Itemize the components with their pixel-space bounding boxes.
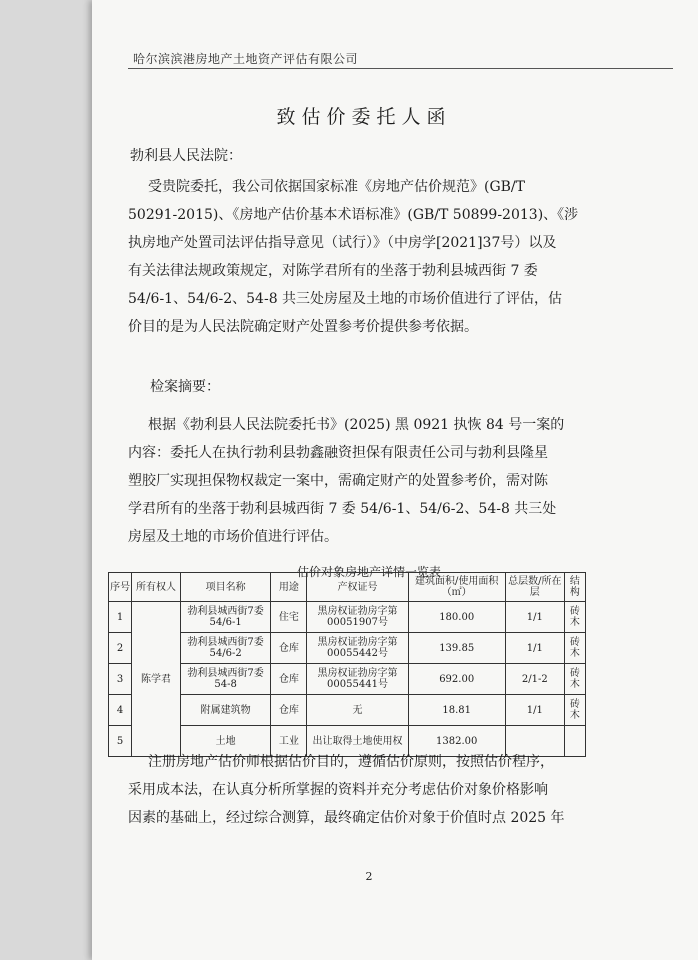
header-no: 序号 (109, 573, 132, 602)
cell-use: 工业 (271, 726, 307, 757)
cell-no: 4 (109, 695, 132, 726)
cell-use: 仓库 (271, 633, 307, 664)
cell-use: 仓库 (271, 695, 307, 726)
company-header: 哈尔滨滨港房地产土地资产评估有限公司 (133, 52, 359, 66)
text-line: 54/6-1、54/6-2、54-8 共三处房屋及土地的市场价值进行了评估，估 (128, 291, 563, 307)
paragraph-commission (128, 173, 608, 341)
salutation: 勃利县人民法院： (130, 148, 242, 164)
text-line: 注册房地产估价师根据估价目的，遵循估价原则，按照估价程序， (148, 754, 554, 770)
header-divider (128, 68, 673, 69)
cell-structure: 砖木 (564, 633, 585, 664)
cell-no: 5 (109, 726, 132, 757)
paragraph-method (128, 748, 608, 832)
cell-floors: 2/1-2 (505, 664, 564, 695)
header-name: 项目名称 (180, 573, 271, 602)
text-line: 学君所有的坐落于勃利县城西街 7 委 54/6-1、54/6-2、54-8 共三处 (128, 501, 557, 517)
cell-cert: 黑房权证勃房字第00051907号 (307, 602, 408, 633)
cell-floors: 1/1 (505, 633, 564, 664)
text-line: 根据《勃利县人民法院委托书》(2025) 黑 0921 执恢 84 号一案的 (148, 417, 565, 433)
text-line: 执房地产处置司法评估指导意见（试行）》（中房学[2021]37号）以及 (128, 235, 557, 251)
table-header-row (109, 573, 586, 602)
header-cert: 产权证号 (307, 573, 408, 602)
cell-floors: 1/1 (505, 602, 564, 633)
header-area: 建筑面积/使用面积（㎡） (408, 573, 505, 602)
case-summary-label: 检案摘要： (150, 379, 220, 395)
paragraph-case-summary (128, 411, 608, 551)
text-line: 有关法律法规政策规定，对陈学君所有的坐落于勃利县城西街 7 委 (128, 263, 538, 279)
cell-area: 139.85 (408, 633, 505, 664)
table-row (109, 695, 586, 726)
cell-area: 180.00 (408, 602, 505, 633)
cell-cert: 出让取得土地使用权 (307, 726, 408, 757)
text-line: 塑胶厂实现担保物权裁定一案中，需确定财产的处置参考价，需对陈 (128, 473, 548, 489)
cell-no: 1 (109, 602, 132, 633)
page-number: 2 (365, 870, 373, 883)
text-line: 50291-2015)、《房地产估价基本术语标准》(GB/T 50899-2013)、《涉 (128, 207, 579, 223)
text-line: 房屋及土地的市场价值进行评估。 (128, 529, 338, 545)
text-line: 受贵院委托，我公司依据国家标准《房地产估价规范》(GB/T (148, 179, 525, 195)
cell-area: 1382.00 (408, 726, 505, 757)
cell-cert: 黑房权证勃房字第00055442号 (307, 633, 408, 664)
text-line: 因素的基础上，经过综合测算，最终确定估价对象于价值时点 2025 年 (128, 810, 565, 826)
header-structure: 结构 (564, 573, 585, 602)
table-row (109, 602, 586, 633)
cell-cert: 无 (307, 695, 408, 726)
cell-name: 勃利县城西街7委54/6-1 (180, 602, 271, 633)
header-owner: 所有权人 (132, 573, 181, 602)
cell-no: 2 (109, 633, 132, 664)
table-title: 估价对象房地产详情一览表 (296, 565, 441, 579)
header-floors: 总层数/所在层 (505, 573, 564, 602)
letter-title: 致估价委托人函 (276, 106, 452, 128)
cell-name: 附属建筑物 (180, 695, 271, 726)
table-row (109, 664, 586, 695)
cell-use: 住宅 (271, 602, 307, 633)
cell-use: 仓库 (271, 664, 307, 695)
cell-cert: 黑房权证勃房字第00055441号 (307, 664, 408, 695)
text-line: 内容：委托人在执行勃利县勃鑫融资担保有限责任公司与勃利县隆星 (128, 445, 548, 461)
cell-floors: 1/1 (505, 695, 564, 726)
cell-name: 勃利县城西街7委54/6-2 (180, 633, 271, 664)
text-line: 价目的是为人民法院确定财产处置参考价提供参考依据。 (128, 319, 478, 335)
table-row (109, 633, 586, 664)
cell-structure: 砖木 (564, 664, 585, 695)
cell-structure: 砖木 (564, 602, 585, 633)
cell-structure: 砖木 (564, 695, 585, 726)
text-line: 采用成本法，在认真分析所掌握的资料并充分考虑估价对象价格影响 (128, 782, 548, 798)
cell-name: 勃利县城西街7委54-8 (180, 664, 271, 695)
cell-area: 692.00 (408, 664, 505, 695)
property-detail-table (108, 572, 586, 757)
cell-area: 18.81 (408, 695, 505, 726)
header-use: 用途 (271, 573, 307, 602)
cell-name: 土地 (180, 726, 271, 757)
cell-owner: 陈学君 (132, 602, 181, 757)
cell-no: 3 (109, 664, 132, 695)
